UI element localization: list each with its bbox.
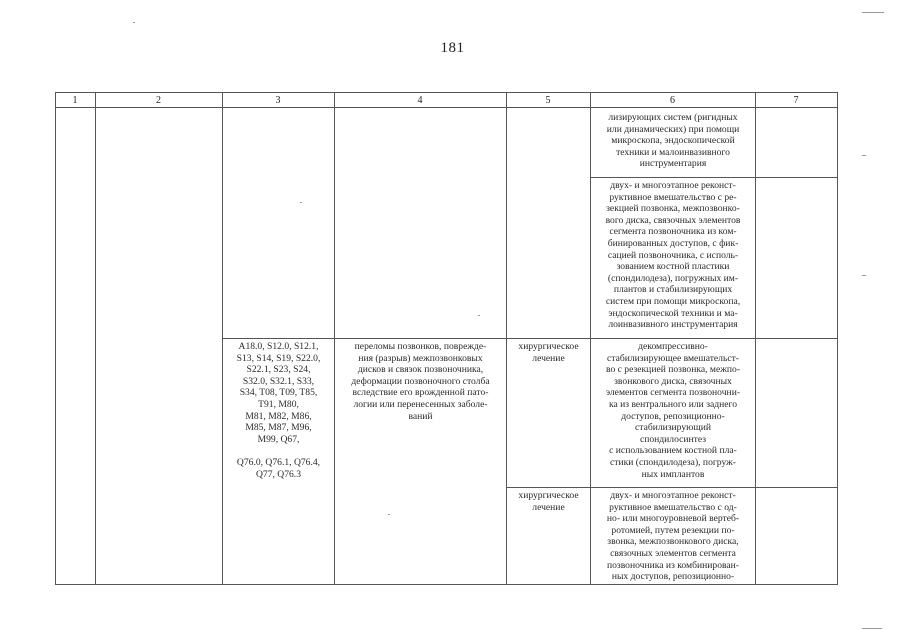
scan-speck	[862, 628, 882, 629]
table-cell-icd-codes: A18.0, S12.0, S12.1, S13, S14, S19, S22.0, S22.1, S23, S24, S32.0, S32.1, S33, S34, T08, T09, T85, T91, M80, M81, M82, M86, M85, M87, M96, M99, Q67, Q76.0, Q76.1, Q76.4, Q77, Q76.3	[236, 341, 321, 480]
column-header: 4	[417, 95, 423, 106]
header-bottom-border	[55, 107, 838, 108]
row-divider	[590, 177, 838, 178]
scan-speck	[862, 12, 884, 13]
table-bottom-border	[55, 584, 838, 585]
table-cell-method: декомпрессивно- стабилизирующее вмешательст- во с резекцией позвонка, межпо- звонкового диска, связочных элементов сегмента позвоночни- ка из вентрального или заднего доступов, репозиционно- стабилизирующий спондилосинтез с использованием костной пла- стики (спондилодеза), погруж- ных имплантов	[605, 341, 741, 480]
column-border	[222, 92, 223, 585]
table-cell-method: двух- и многоэтапное реконст- руктивное вмешательство с ре- зекцией позвонка, межпозвонко- вого диска, связочных элементов сегмента позвоночника из ком- бинированных доступов, с фик- сацией позвоночника, с исполь- зованием костной пластики (спондилодеза), погружных им- плантов и стабилизирующих систем при помощи микроскопа, эндоскопической техники и ма- лоинвазивного инструментария	[605, 180, 741, 331]
column-border	[334, 92, 335, 585]
column-header: 6	[670, 95, 675, 106]
column-border	[837, 92, 838, 585]
column-border	[55, 92, 56, 585]
row-divider	[222, 338, 838, 339]
scan-speck	[862, 275, 866, 276]
column-header: 2	[156, 95, 161, 106]
column-header: 5	[545, 95, 551, 106]
scan-speck	[300, 202, 302, 203]
table-cell-condition: переломы позвонков, поврежде- ния (разрыв) межпозвонковых дисков и связок позвоночника, деформации позвоночного столба вследствие его врожденной пато- логии или перенесенных заболе- ваний	[351, 341, 490, 422]
column-header: 1	[72, 95, 78, 106]
scan-speck	[388, 514, 390, 515]
page-number: 181	[440, 40, 465, 56]
table-cell-method: лизирующих систем (ригидных или динамических) при помощи микроскопа, эндоскопической техники и малоинвазивного инструментария	[606, 112, 740, 170]
column-header: 7	[793, 95, 799, 106]
column-header: 3	[275, 95, 281, 106]
table-cell-method: двух- и многоэтапное реконст- руктивное вмешательство с од- но- или многоуровневой вертеб- ротомией, путем резекции по- звонка, межпозвонкового диска, связочных элементов сегмента позвоночника из комбинирован- ных доступов, репозиционно-	[606, 490, 740, 583]
scan-speck	[862, 155, 866, 156]
row-divider	[506, 487, 838, 488]
column-border	[755, 92, 756, 585]
table-top-border	[55, 92, 838, 93]
table-cell-treatment-type: хирургическое лечение	[518, 490, 579, 513]
scan-speck	[133, 22, 135, 23]
table-cell-treatment-type: хирургическое лечение	[518, 341, 579, 364]
scan-speck	[478, 315, 480, 316]
column-border	[95, 92, 96, 585]
